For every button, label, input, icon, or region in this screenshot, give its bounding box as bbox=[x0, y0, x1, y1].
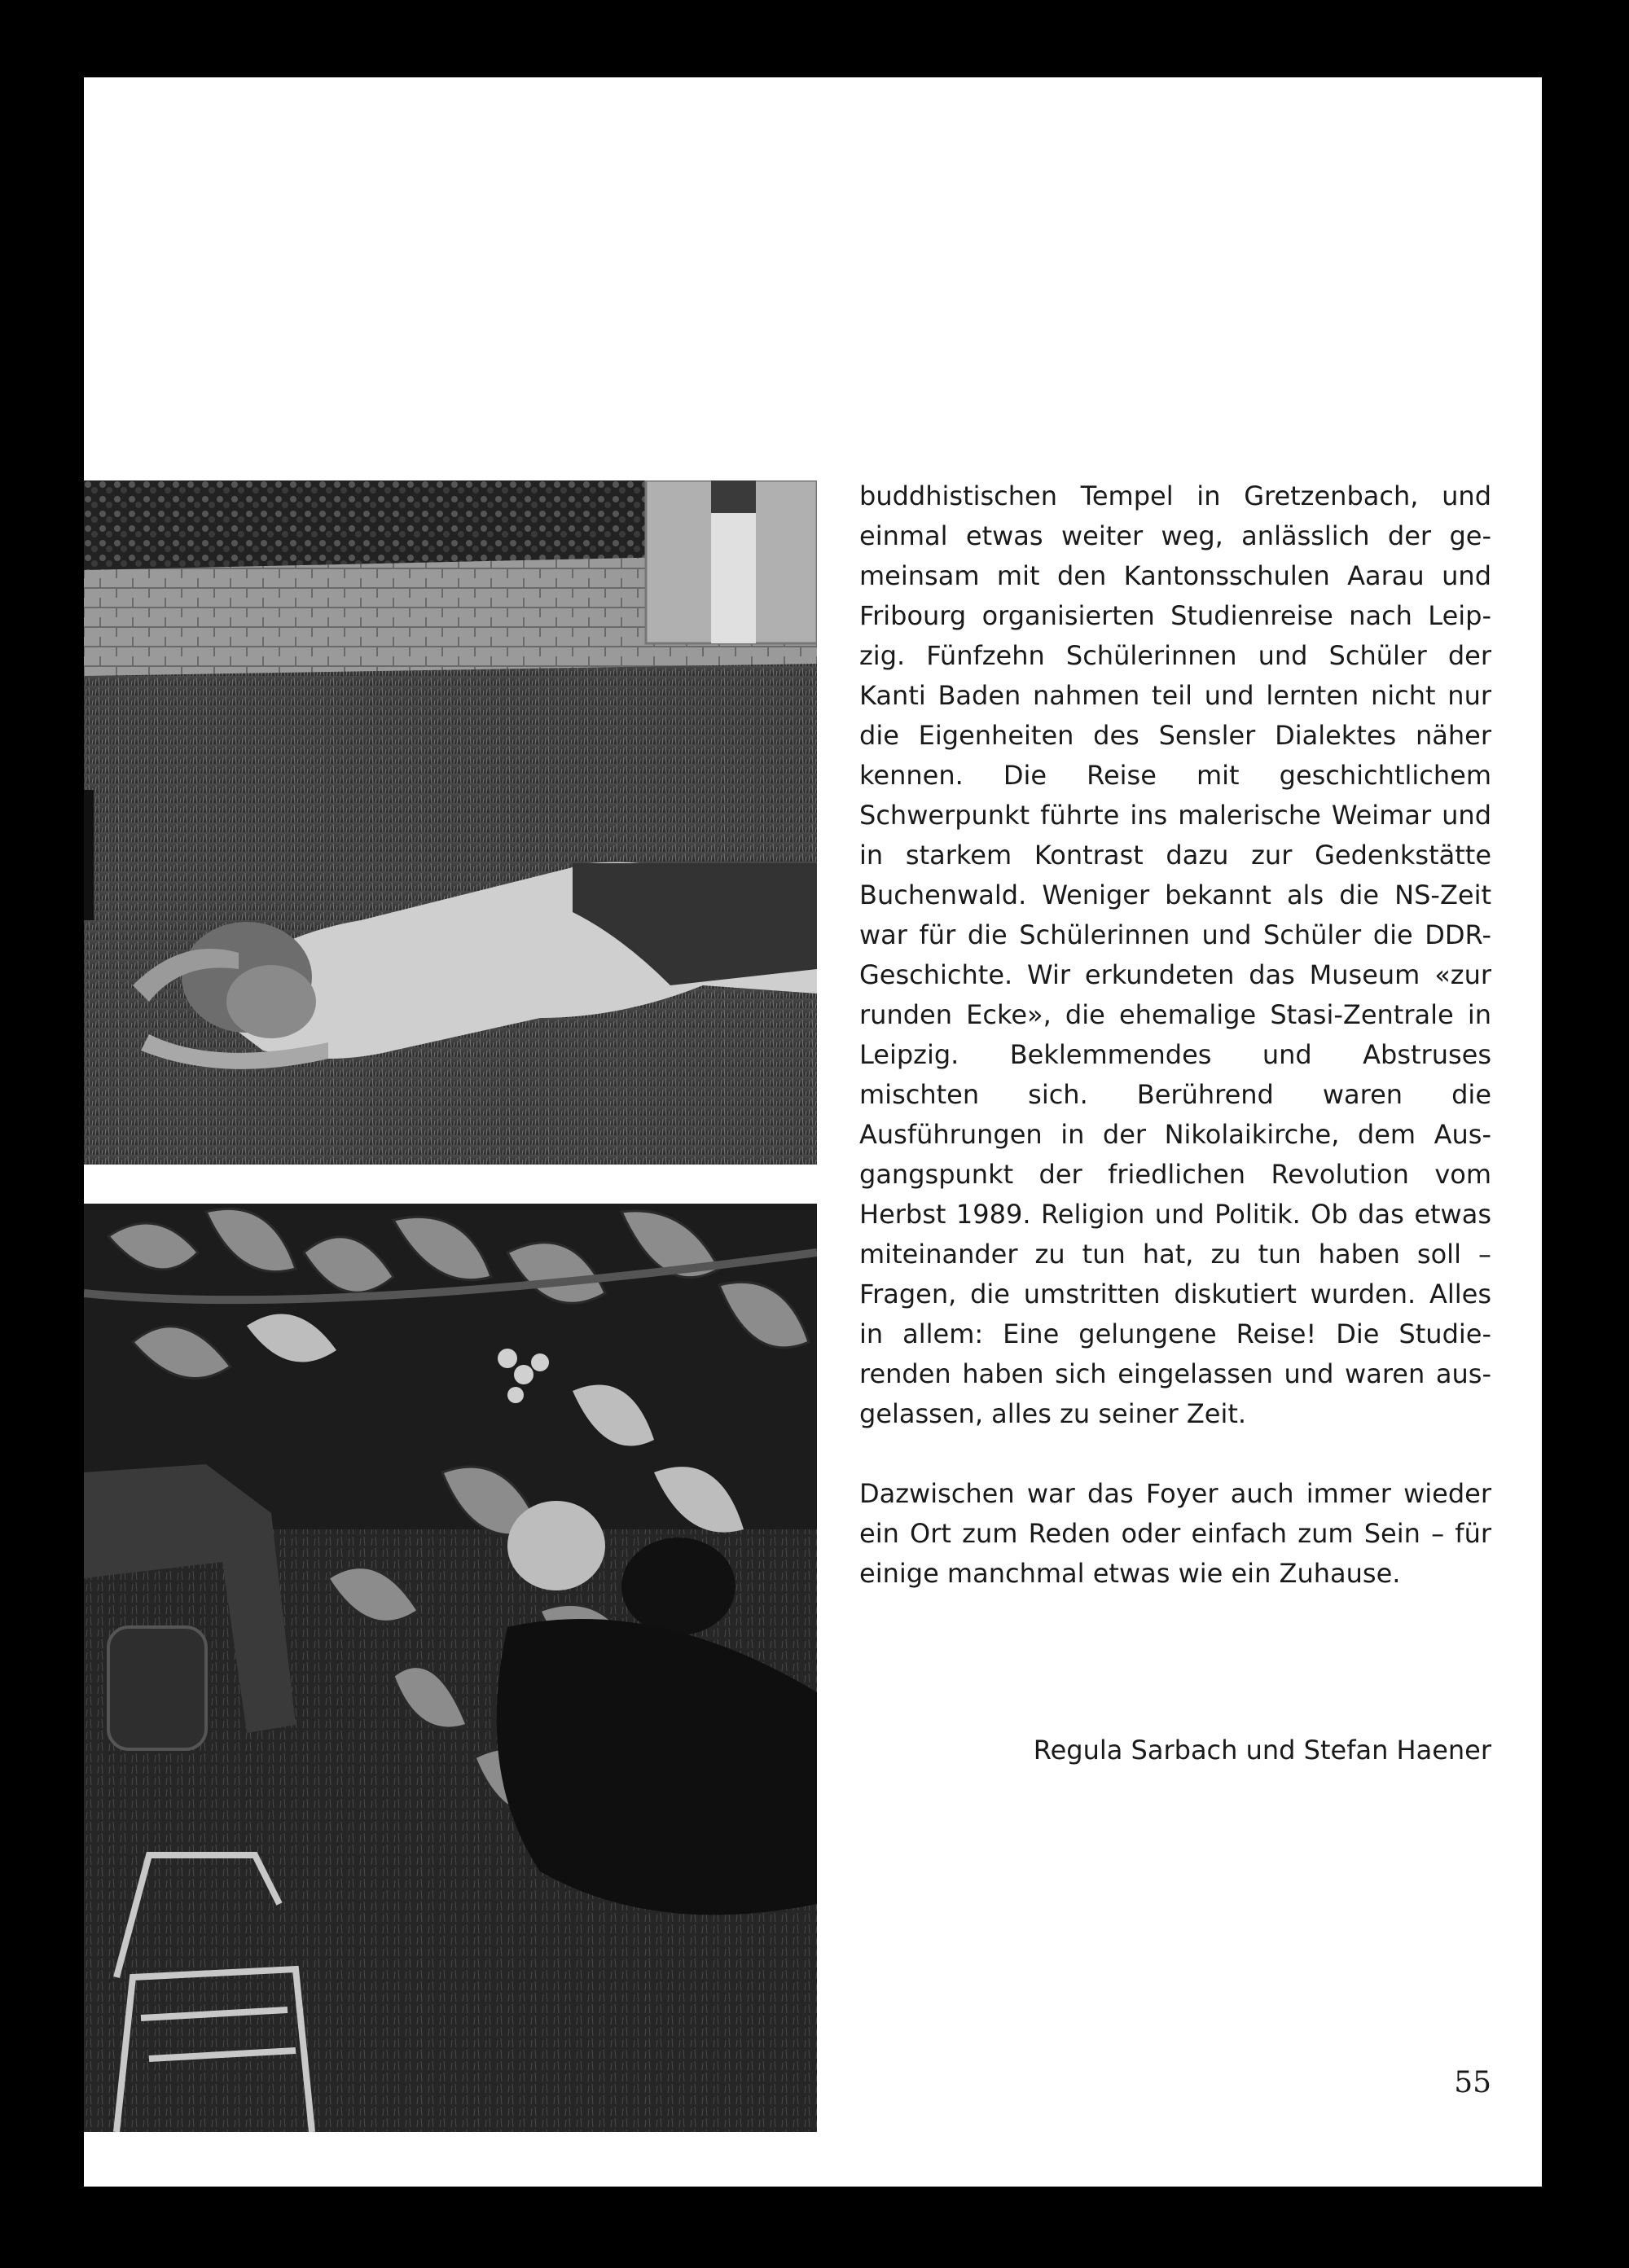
article-paragraph-1: buddhistischen Tempel in Gretzenbach, und einmal etwas weiter weg, anlässlich der gemeinsam mit den Kantonsschulen Aarau und Fribourg organisierten Studienreise nach Leipzig. Fünfzehn Schülerinnen und Schüler der Kanti Baden nahmen teil und lernten nicht nur die Eigenheiten des Sensler Dialektes näher kennen. Die Reise mit geschichtlichem Schwerpunkt führte ins malerische Weimar und in starkem Kontrast dazu zur Gedenkstätte Buchenwald. Weniger bekannt als die NS-Zeit war für die Schülerinnen und Schüler die DDR-Geschichte. Wir erkundeten das Museum «zur runden Ecke», die ehemalige Stasi-Zentrale in Leipzig. Beklemmendes und Abstruses mischten sich. Berührend waren die Ausführungen in der Nikolaikirche, dem Ausgangspunkt der friedlichen Revolution vom Herbst 1989. Religion und Politik. Ob das etwas miteinander zu tun hat, zu tun haben soll – Fragen, die umstritten diskutiert wurden. Alles in allem: Eine gelungene Reise! Die Studierenden haben sich eingelassen und waren ausgelassen, alles zu seiner Zeit. bbox=[859, 480, 1491, 1429]
article-body bbox=[859, 476, 1491, 1594]
page-number: 55 bbox=[1454, 2066, 1491, 2099]
photo-person-lying-on-lawn bbox=[84, 480, 817, 1165]
article-authors: Regula Sarbach und Stefan Haener bbox=[1033, 1735, 1491, 1766]
article-paragraph-2: Dazwischen war das Foyer auch immer wieder ein Ort zum Reden oder einfach zum Sein – für einige manchmal etwas wie ein Zuhause. bbox=[859, 1478, 1491, 1589]
document-page bbox=[84, 77, 1542, 2187]
photo-people-under-cherry-tree bbox=[84, 1204, 817, 2132]
